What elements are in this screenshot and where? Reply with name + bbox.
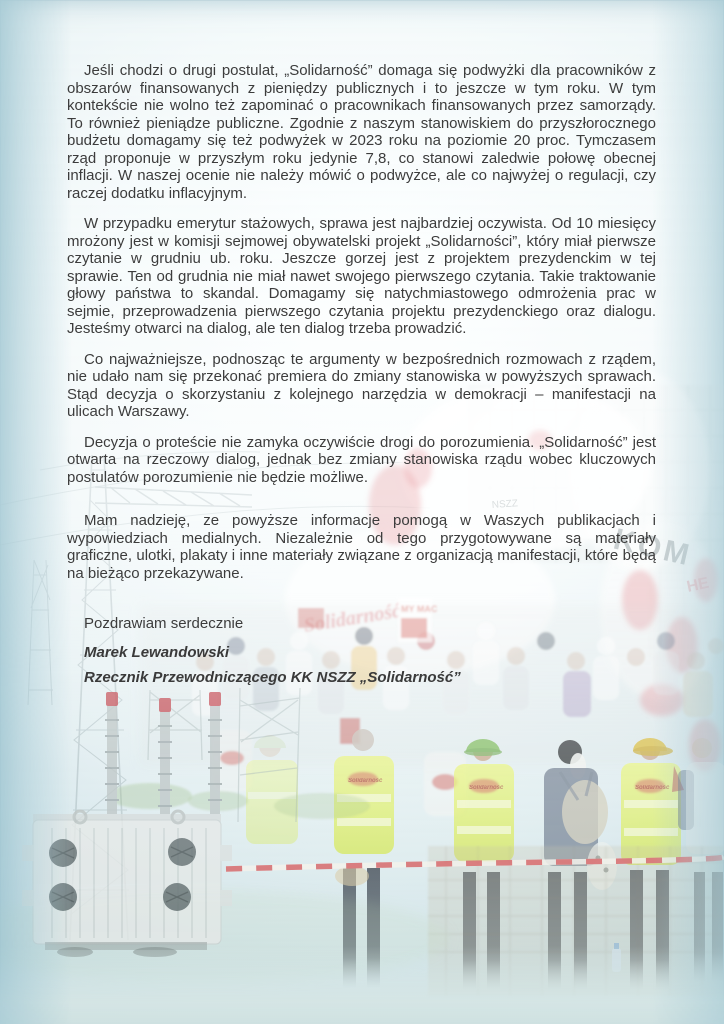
bottom-mist [0, 946, 724, 1024]
signature-title: Rzecznik Przewodniczącego KK NSZZ „Solidarność” [84, 669, 461, 686]
right-vignette [652, 0, 724, 1024]
letter-paragraph-4: Decyzja o proteście nie zamyka oczywiście drogi do porozumienia. „Solidarność” jest otwarta na rzeczowy dialog, jednak bez zmiany stanowiska rządu wobec kluczowych postulatów porozumienie nie będzie możliwe. [67, 433, 656, 486]
letter-body [67, 62, 656, 687]
left-vignette [0, 0, 72, 1024]
letter-paragraph-3: Co najważniejsze, podnosząc te argumenty w bezpośrednich rozmowach z rządem, nie udało nam się przekonać premiera do zmiany stanowiska w powyższych sprawach. Stąd decyzja o skorzystaniu z kolejnego narzędzia w demokracji – manifestacji na ulicach Warszawy. [67, 350, 656, 420]
letter-paragraph-2: W przypadku emerytur stażowych, sprawa jest najbardziej oczywista. Od 10 miesięcy mrożony jest w komisji sejmowej obywatelski projekt „Solidarności”, który miał pierwsze czytanie w grudniu ub. roku. Jeszcze gorzej jest z projektem prezydenckim w tej sprawie. Ten od grudnia nie miał nawet swojego pierwszego czytania. Takie traktowanie głowy państwa to skandal. Domagamy się natychmiastowego odmrożenia prac w sejmie, przeprowadzenia pierwszego czytania projektu prezydenckiego oraz dialogu. Jesteśmy otwarci na dialog, ale ten dialog trzeba prowadzić. [67, 215, 656, 337]
letter-paragraph-1: Jeśli chodzi o drugi postulat, „Solidarność” domaga się podwyżki dla pracowników z obszarów finansowanych z pieniędzy publicznych i to jeszcze w tym roku. W tym kontekście nie wolno też zapominać o pracownikach finansowanych przez samorządy. To również pieniądze publiczne. Zgodnie z naszym stanowiskiem do przyszłorocznego budżetu domagamy się też podwyżek w 2023 roku na poziomie 20 proc. Tymczasem rząd proponuje w przyszłym roku jedynie 7,8, co stanowi zaledwie połowę obecnej inflacji. W naszej ocenie nie należy mówić o podwyżce, ale co najwyżej o regulacji, czy raczej dodatku inflacyjnym. [67, 62, 656, 202]
letter-paragraph-5: Mam nadzieję, ze powyższe informacje pomogą w Waszych publikacjach i wypowiedziach medialnych. Niezależnie od tego przygotowywane są materiały graficzne, ulotki, plakaty i inne materiały związane z organizacją manifestacji, które będą na bieżąco przekazywane. [67, 512, 656, 582]
closing-line: Pozdrawiam serdecznie [84, 615, 244, 632]
signature-name: Marek Lewandowski [84, 643, 230, 661]
